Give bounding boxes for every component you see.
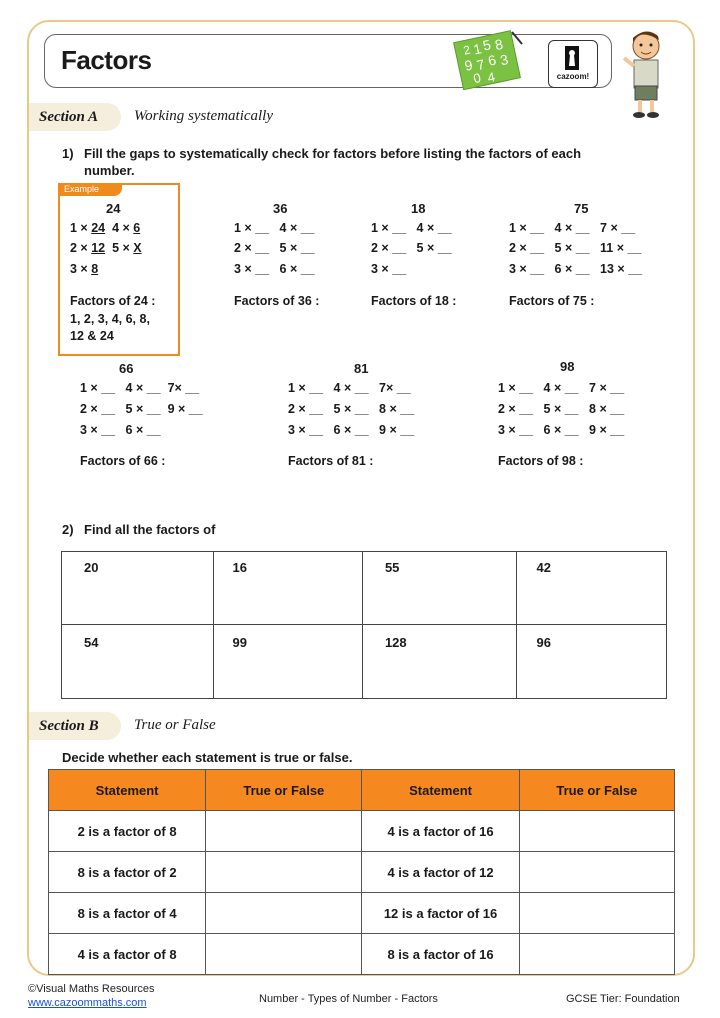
page-title: Factors (61, 45, 152, 75)
grid-row (62, 552, 667, 625)
footer-copyright: ©Visual Maths Resources (28, 983, 155, 995)
item-81-row-1: 1 × __ 4 × __ 7× __ (288, 381, 411, 395)
question-2-text: Find all the factors of (84, 522, 216, 537)
example-number: 24 (106, 201, 121, 216)
grid-cell[interactable]: 128 (362, 625, 516, 699)
footer-tier: GCSE Tier: Foundation (566, 993, 680, 1005)
item-75-number: 75 (574, 201, 589, 216)
statement-cell: 8 is a factor of 16 (362, 934, 519, 975)
item-75-row-1: 1 × __ 4 × __ 7 × __ (509, 221, 636, 235)
section-a-tab: Section A (29, 103, 121, 131)
statement-cell: 12 is a factor of 16 (362, 893, 519, 934)
answer-cell[interactable] (206, 852, 362, 893)
item-36-number: 36 (273, 201, 288, 216)
table-row (49, 852, 675, 893)
answer-cell[interactable] (519, 934, 674, 975)
item-98-row-1: 1 × __ 4 × __ 7 × __ (498, 381, 625, 395)
item-36-factors: Factors of 36 : (234, 294, 320, 308)
card-digit: 5 (481, 36, 493, 54)
statement-cell: 4 is a factor of 12 (362, 852, 519, 893)
card-digit: 1 (471, 40, 483, 58)
answer-cell[interactable] (519, 811, 674, 852)
question-1-number: 1) (62, 146, 74, 161)
item-81-row-3: 3 × __ 6 × __ 9 × __ (288, 423, 415, 437)
header-true-false: True or False (519, 770, 674, 811)
item-36-row-2: 2 × __ 5 × __ (234, 241, 315, 255)
example-factors-line2: 12 & 24 (70, 329, 114, 343)
item-98-number: 98 (560, 359, 575, 374)
factors-grid (61, 551, 667, 699)
answer-cell[interactable] (519, 852, 674, 893)
footer-website-link[interactable]: www.cazoommaths.com (28, 997, 147, 1009)
item-81-number: 81 (354, 361, 369, 376)
card-digit: 9 (463, 56, 475, 74)
question-1-text-line2: number. (84, 163, 135, 178)
item-66-number: 66 (119, 361, 134, 376)
header-statement: Statement (362, 770, 519, 811)
grid-row (62, 625, 667, 699)
item-98-row-3: 3 × __ 6 × __ 9 × __ (498, 423, 625, 437)
card-digit: 4 (486, 69, 497, 86)
card-digit: 8 (493, 35, 505, 54)
cazoom-logo (548, 40, 598, 88)
title-bar (44, 34, 612, 88)
true-false-table (48, 769, 675, 975)
item-75-row-3: 3 × __ 6 × __ 13 × __ (509, 262, 643, 276)
grid-cell[interactable]: 20 (62, 552, 214, 625)
example-row-3: 3 × 8 (70, 262, 99, 276)
answer-cell[interactable] (206, 893, 362, 934)
grid-cell[interactable]: 16 (214, 552, 362, 625)
item-66-row-1: 1 × __ 4 × __ 7× __ (80, 381, 200, 395)
answer-cell[interactable] (206, 811, 362, 852)
statement-cell: 2 is a factor of 8 (49, 811, 206, 852)
card-digit: 6 (486, 51, 498, 69)
answer-cell[interactable] (519, 893, 674, 934)
header-statement: Statement (49, 770, 206, 811)
item-75-row-2: 2 × __ 5 × __ 11 × __ (509, 241, 642, 255)
section-b-instruction: Decide whether each statement is true or false. (62, 750, 353, 765)
example-factors-line1: 1, 2, 3, 4, 6, 8, (70, 312, 150, 326)
card-digit: 0 (472, 70, 483, 87)
item-18-number: 18 (411, 201, 426, 216)
table-row (49, 934, 675, 975)
section-b-tab: Section B (29, 712, 121, 740)
item-81-factors: Factors of 81 : (288, 454, 374, 468)
item-66-row-3: 3 × __ 6 × __ (80, 423, 161, 437)
statement-cell: 8 is a factor of 4 (49, 893, 206, 934)
example-factors-label: Factors of 24 : (70, 294, 156, 308)
logo-text: cazoom! (556, 72, 590, 81)
card-digit: 7 (475, 55, 487, 74)
example-tag: Example (58, 183, 122, 196)
table-header-row (49, 770, 675, 811)
cartoon-boy-icon (620, 30, 672, 120)
table-row (49, 811, 675, 852)
grid-cell[interactable]: 55 (362, 552, 516, 625)
item-75-factors: Factors of 75 : (509, 294, 595, 308)
item-18-row-2: 2 × __ 5 × __ (371, 241, 452, 255)
section-b-subtitle: True or False (134, 717, 216, 733)
item-18-row-3: 3 × __ (371, 262, 407, 276)
grid-cell[interactable]: 42 (516, 552, 667, 625)
table-row (49, 893, 675, 934)
item-66-factors: Factors of 66 : (80, 454, 166, 468)
statement-cell: 4 is a factor of 16 (362, 811, 519, 852)
section-a-subtitle: Working systematically (134, 108, 274, 124)
example-row-2: 2 × 12 5 × X (70, 241, 142, 255)
item-18-row-1: 1 × __ 4 × __ (371, 221, 452, 235)
item-36-row-3: 3 × __ 6 × __ (234, 262, 315, 276)
statement-cell: 8 is a factor of 2 (49, 852, 206, 893)
item-81-row-2: 2 × __ 5 × __ 8 × __ (288, 402, 415, 416)
item-18-factors: Factors of 18 : (371, 294, 457, 308)
example-row-1: 1 × 24 4 × 6 (70, 221, 141, 235)
item-98-row-2: 2 × __ 5 × __ 8 × __ (498, 402, 625, 416)
answer-cell[interactable] (206, 934, 362, 975)
footer-topic: Number - Types of Number - Factors (259, 993, 438, 1005)
card-digit: 2 (462, 42, 472, 58)
question-1-text-line1: Fill the gaps to systematically check for factors before listing the factors of each (84, 146, 582, 161)
grid-cell[interactable]: 96 (516, 625, 667, 699)
item-36-row-1: 1 × __ 4 × __ (234, 221, 315, 235)
grid-cell[interactable]: 54 (62, 625, 214, 699)
item-66-row-2: 2 × __ 5 × __ 9 × __ (80, 402, 203, 416)
grid-cell[interactable]: 99 (214, 625, 362, 699)
question-2-number: 2) (62, 522, 74, 537)
item-98-factors: Factors of 98 : (498, 454, 584, 468)
header-true-false: True or False (206, 770, 362, 811)
keyhole-icon (565, 46, 579, 70)
statement-cell: 4 is a factor of 8 (49, 934, 206, 975)
number-card-icon (452, 30, 524, 90)
card-digit: 3 (498, 50, 510, 69)
